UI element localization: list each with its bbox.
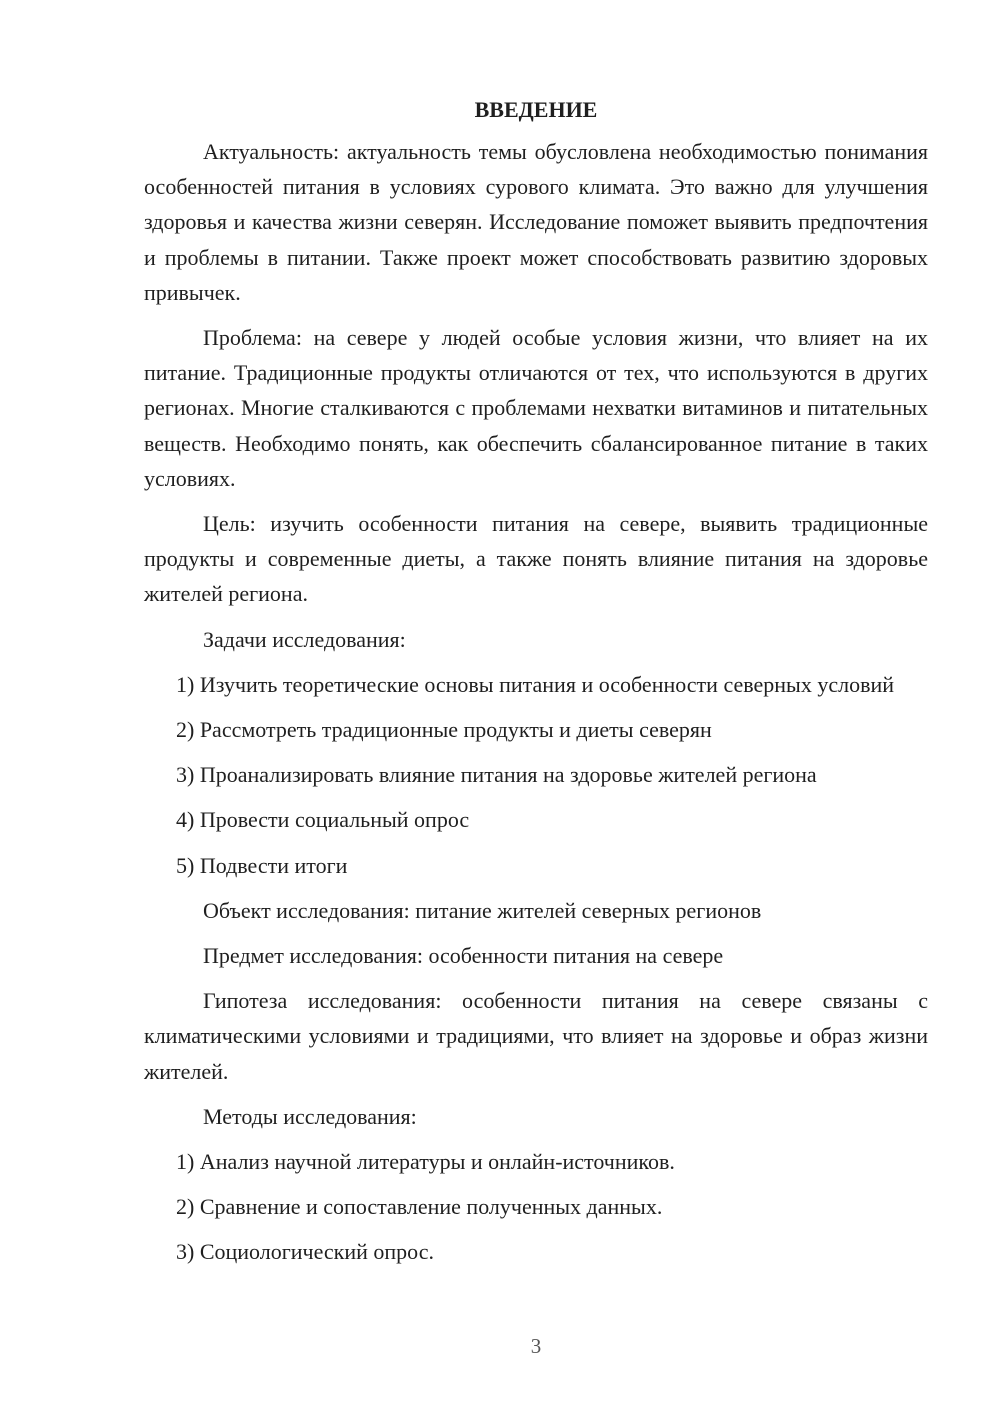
section-title: ВВЕДЕНИЕ (474, 97, 598, 122)
method-item-1: 1) Анализ научной литературы и онлайн-источников. (176, 1149, 675, 1175)
task-item-4: 4) Провести социальный опрос (176, 807, 470, 833)
task-item-3: 3) Проанализировать влияние питания на здоровье жителей региона (176, 762, 817, 788)
document-body (144, 92, 928, 1280)
relevance-paragraph: Актуальность: актуальность темы обусловлена необходимостью понимания особенностей питания в условиях сурового климата. Это важно для улучшения здоровья и качества жизни северян. Исследование поможет выявить предпочтения и проблемы в питании. Также проект может способствовать развитию здоровых привычек. (144, 139, 928, 305)
hypothesis-paragraph: Гипотеза исследования: особенности питания на севере связаны с климатическими условиями и традициями, что влияет на здоровье и образ жизни жителей. (144, 988, 928, 1084)
tasks-heading: Задачи исследования: (203, 626, 406, 652)
goal-paragraph: Цель: изучить особенности питания на севере, выявить традиционные продукты и современные диеты, а также понять влияние питания на здоровье жителей региона. (144, 511, 928, 607)
methods-heading: Методы исследования: (203, 1103, 417, 1129)
method-item-2: 2) Сравнение и сопоставление полученных данных. (176, 1194, 663, 1220)
task-item-1: 1) Изучить теоретические основы питания и особенности северных условий (176, 671, 894, 697)
subject-paragraph: Предмет исследования: особенности питания на севере (203, 943, 724, 969)
task-item-5: 5) Подвести итоги (176, 852, 348, 878)
method-item-3: 3) Социологический опрос. (176, 1239, 434, 1265)
problem-paragraph: Проблема: на севере у людей особые условия жизни, что влияет на их питание. Традиционные продукты отличаются от тех, что используются в других регионах. Многие сталкиваются с проблемами нехватки витаминов и питательных веществ. Необходимо понять, как обеспечить сбалансированное питание в таких условиях. (144, 325, 928, 491)
task-item-2: 2) Рассмотреть традиционные продукты и диеты северян (176, 717, 712, 743)
object-paragraph: Объект исследования: питание жителей северных регионов (203, 897, 762, 923)
page-number: 3 (530, 1334, 542, 1358)
